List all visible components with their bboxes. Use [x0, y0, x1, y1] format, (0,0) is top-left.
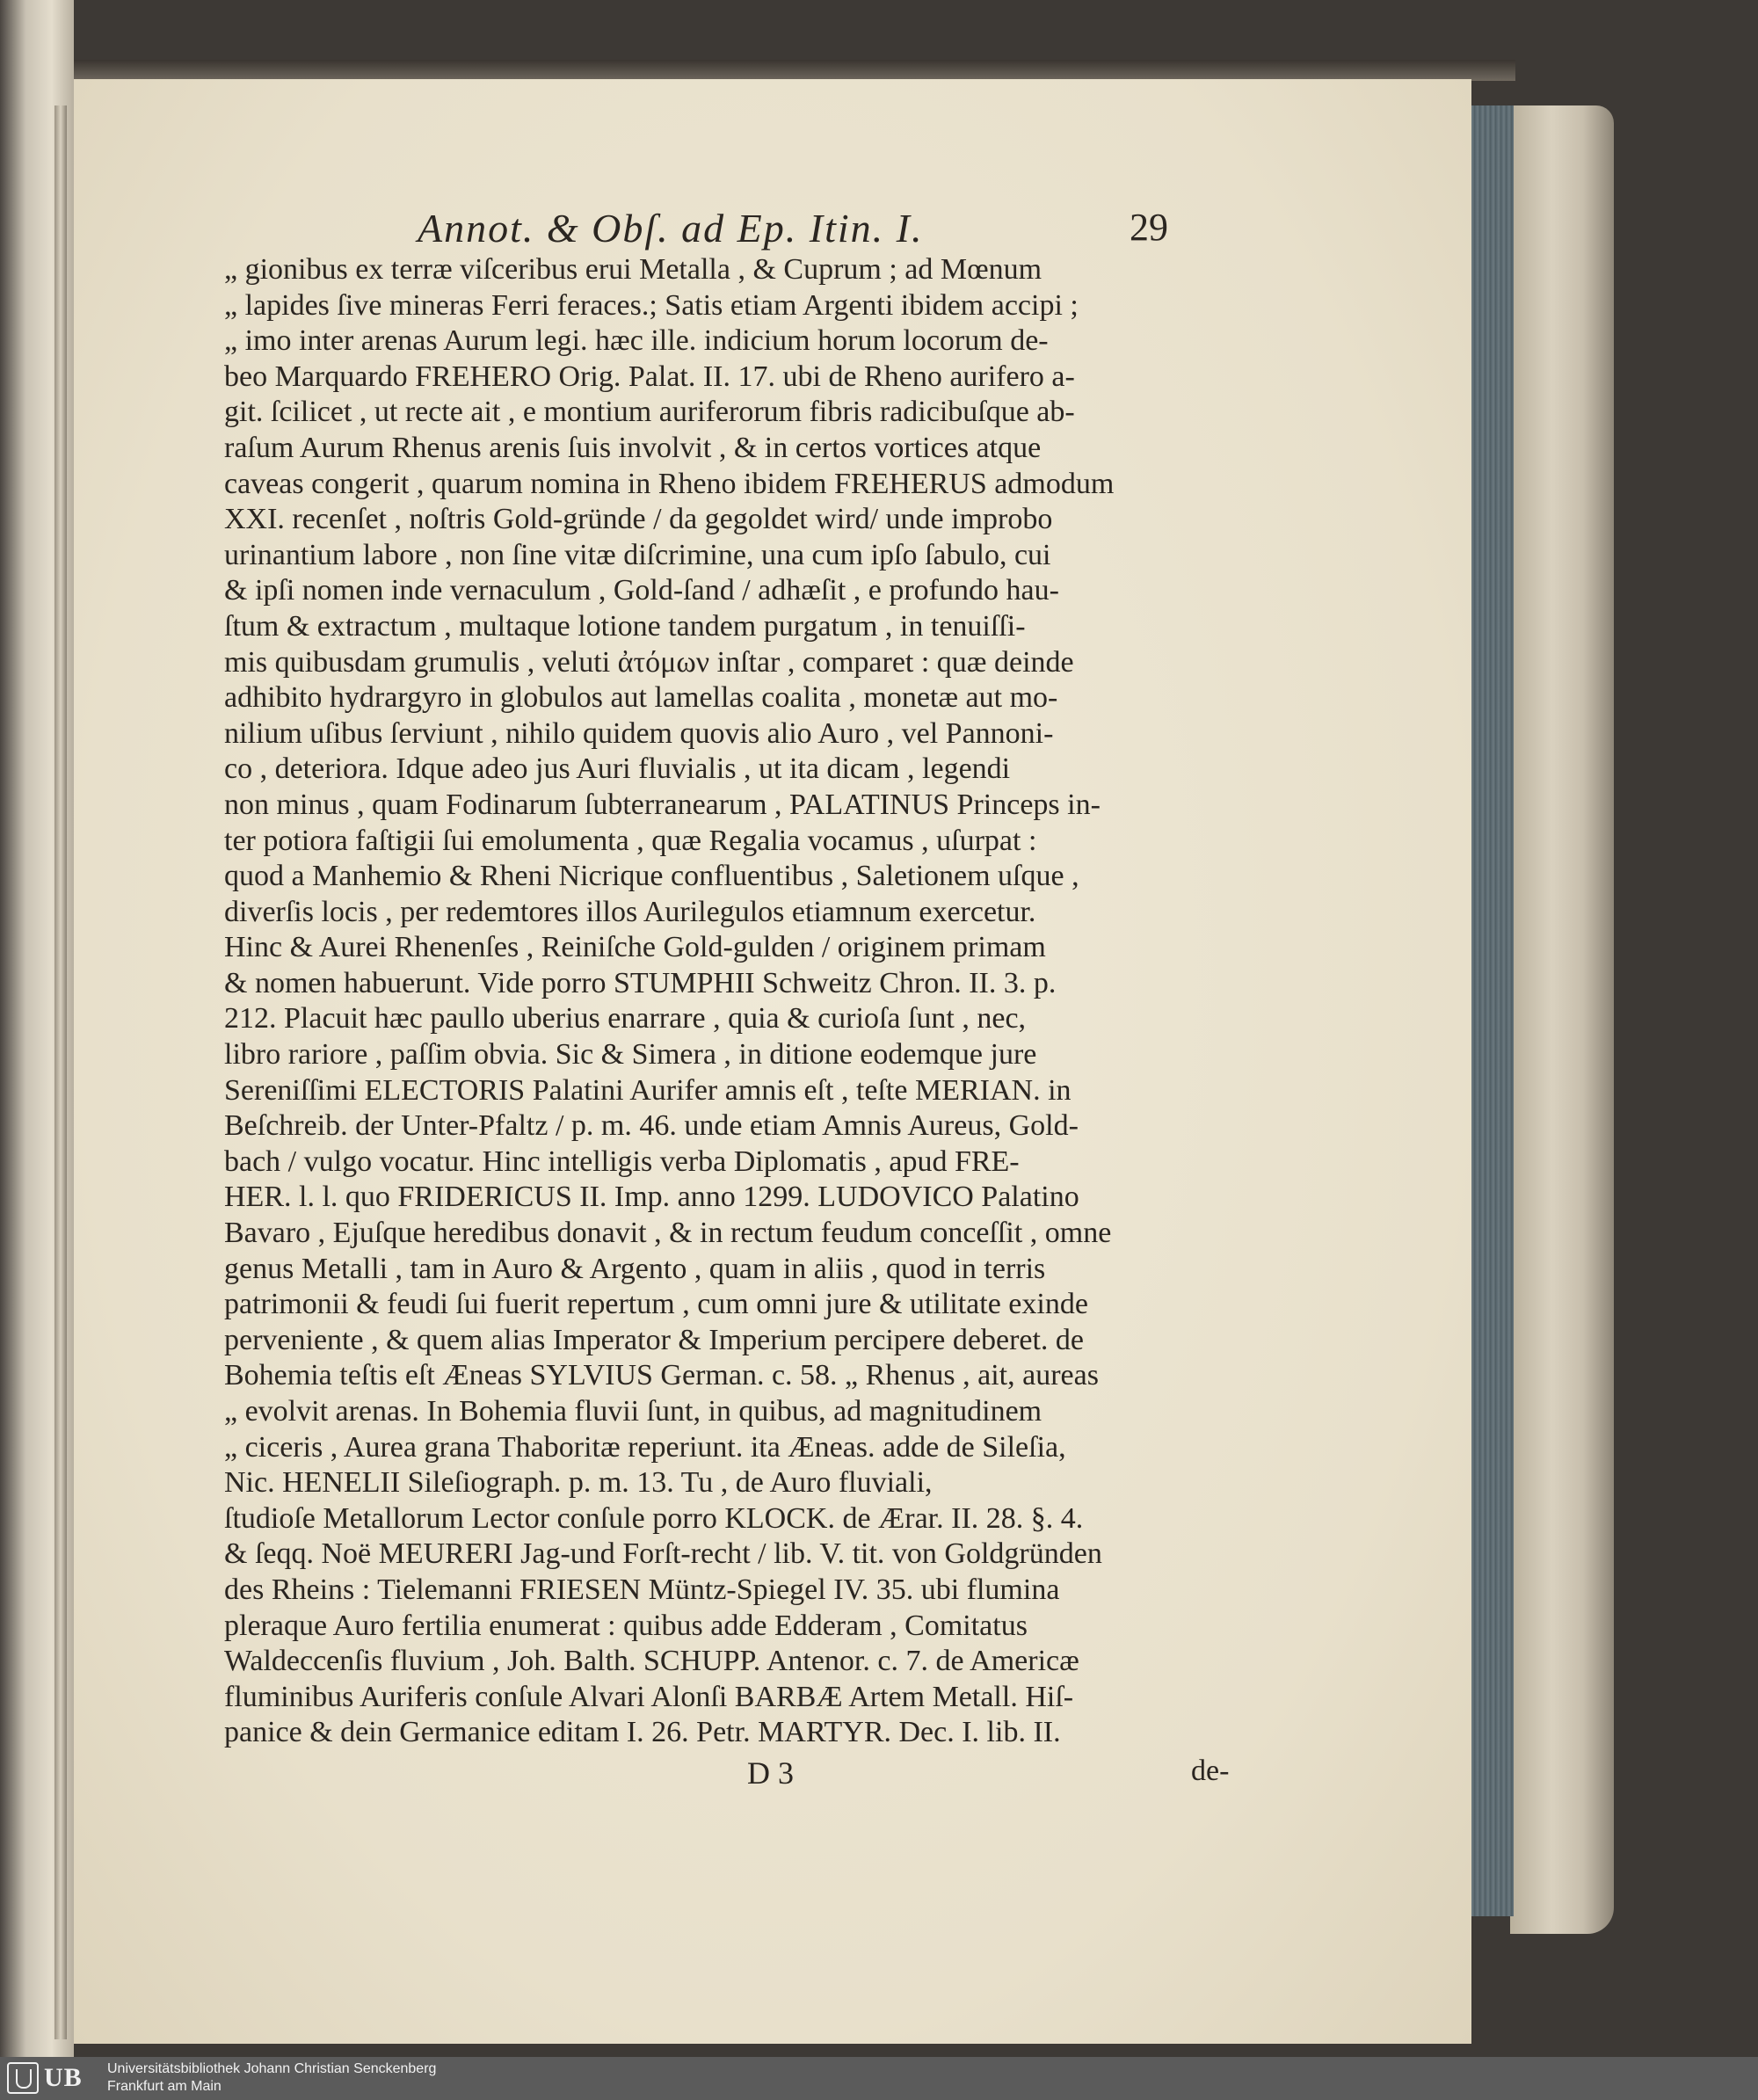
- text-line: & ipſi nomen inde vernaculum , Gold-ſand / adhæſit , e profundo hau-: [224, 574, 1059, 607]
- text-line: Nic. HENELII Sileſiograph. p. m. 13. Tu , de Auro fluviali,: [224, 1466, 933, 1500]
- page-number: 29: [1130, 206, 1168, 249]
- page-top-edge: [74, 60, 1515, 81]
- text-line: fluminibus Auriferis conſule Alvari Alonſi BARBÆ Artem Metall. Hiſ-: [224, 1680, 1074, 1713]
- text-line: & nomen habuerunt. Vide porro STUMPHII Schweitz Chron. II. 3. p.: [224, 966, 1057, 999]
- text-line: des Rheins : Tielemanni FRIESEN Müntz-Spiegel IV. 35. ubi flumina: [224, 1573, 1060, 1606]
- text-line: ſtum & extractum , multaque lotione tandem purgatum , in tenuiſſi-: [224, 609, 1026, 643]
- text-line: quod a Manhemio & Rheni Nicrique confluentibus , Saletionem uſque ,: [224, 860, 1079, 893]
- text-line: Bohemia teſtis eſt Æneas SYLVIUS German. c. 58. „ Rhenus , ait, aureas: [224, 1359, 1099, 1392]
- text-line: urinantium labore , non ſine vitæ diſcrimine, una cum ipſo ſabulo, cui: [224, 538, 1051, 571]
- text-line: XXI. recenſet , noſtris Gold-gründe / da gegoldet wird/ unde improbo: [224, 503, 1053, 536]
- text-line: raſum Aurum Rhenus arenis ſuis involvit , & in certos vortices atque: [224, 431, 1042, 464]
- page-fore-edge: [1470, 105, 1514, 1916]
- text-line: Hinc & Aurei Rhenenſes , Reiniſche Gold-gulden / originem primam: [224, 931, 1046, 964]
- running-title: Annot. & Obſ. ad Ep. Itin. I.: [418, 206, 924, 251]
- footer-institution: [107, 2060, 436, 2096]
- text-line: Bavaro , Ejuſque heredibus donavit , & in rectum feudum conceſſit , omne: [224, 1217, 1112, 1250]
- text-line: „ gionibus ex terræ viſceribus erui Metalla , & Cuprum ; ad Mœnum: [224, 253, 1042, 286]
- signature-mark: D 3: [747, 1755, 794, 1791]
- library-logo-icon: [7, 2062, 39, 2094]
- text-line: diverſis locis , per redemtores illos Aurilegulos etiamnum exercetur.: [224, 895, 1036, 928]
- text-line: caveas congerit , quarum nomina in Rheno ibidem FREHERUS admodum: [224, 467, 1115, 500]
- binding-gutter: [54, 105, 67, 2039]
- text-line: genus Metalli , tam in Auro & Argento , quam in aliis , quod in terris: [224, 1252, 1046, 1285]
- text-line: adhibito hydrargyro in globulos aut lamellas coalita , monetæ aut mo-: [224, 681, 1058, 715]
- text-line: 212. Placuit hæc paullo uberius enarrare , quia & curioſa ſunt , nec,: [224, 1002, 1027, 1035]
- library-logo-text: UB: [44, 2063, 83, 2092]
- text-line: beo Marquardo FREHERO Orig. Palat. II. 17. ubi de Rheno aurifero a-: [224, 360, 1075, 393]
- body-text: [224, 252, 1222, 1751]
- text-line: nilium uſibus ſerviunt , nihilo quidem quovis alio Auro , vel Pannoni-: [224, 716, 1054, 750]
- text-line: pleraque Auro fertilia enumerat : quibus adde Edderam , Comitatus: [224, 1609, 1028, 1642]
- text-line: & ſeqq. Noë MEURERI Jag-und Forſt-recht / lib. V. tit. von Goldgründen: [224, 1537, 1102, 1571]
- text-line: bach / vulgo vocatur. Hinc intelligis verba Diplomatis , apud FRE-: [224, 1144, 1020, 1178]
- text-line: „ evolvit arenas. In Bohemia fluvii ſunt, in quibus, ad magnitudinem: [224, 1395, 1042, 1428]
- text-line: perveniente , & quem alias Imperator & Imperium percipere deberet. de: [224, 1323, 1085, 1356]
- text-line: HER. l. l. quo FRIDERICUS II. Imp. anno 1299. LUDOVICO Palatino: [224, 1181, 1079, 1214]
- text-line: „ ciceris , Aurea grana Thaboritæ reperiunt. ita Æneas. adde de Sileſia,: [224, 1430, 1066, 1464]
- footer-bar: [0, 2057, 1758, 2100]
- vellum-cover-edge: [1510, 105, 1614, 1934]
- text-line: Beſchreib. der Unter-Pfaltz / p. m. 46. unde etiam Amnis Aureus, Gold-: [224, 1109, 1079, 1143]
- text-line: ter potiora faſtigii ſui emolumenta , quæ Regalia vocamus , uſurpat :: [224, 824, 1037, 857]
- text-line: „ lapides ſive mineras Ferri feraces.; Satis etiam Argenti ibidem accipi ;: [224, 288, 1079, 322]
- text-line: ſtudioſe Metallorum Lector conſule porro KLOCK. de Ærar. II. 28. §. 4.: [224, 1501, 1084, 1535]
- text-line: Waldeccenſis fluvium , Joh. Balth. SCHUPP. Antenor. c. 7. de Americæ: [224, 1645, 1079, 1678]
- library-logo: [7, 2062, 95, 2094]
- text-line: mis quibusdam grumulis , veluti ἀτόμων inſtar , comparet : quæ deinde: [224, 645, 1074, 679]
- text-line: patrimonii & feudi ſui fuerit repertum , cum omni jure & utilitate exinde: [224, 1288, 1088, 1321]
- text-line: libro rariore , paſſim obvia. Sic & Simera , in ditione eodemque jure: [224, 1038, 1037, 1072]
- text-line: „ imo inter arenas Aurum legi. hæc ille. indicium horum locorum de-: [224, 324, 1049, 358]
- text-line: git. ſcilicet , ut recte ait , e montium auriferorum fibris radicibuſque ab-: [224, 396, 1075, 429]
- footer-line-2: Frankfurt am Main: [107, 2079, 222, 2094]
- footer-line-1: Universitätsbibliothek Johann Christian Senckenberg: [107, 2061, 437, 2076]
- text-line: Sereniſſimi ELECTORIS Palatini Aurifer amnis eſt , teſte MERIAN. in: [224, 1073, 1072, 1107]
- text-line: co , deteriora. Idque adeo jus Auri fluvialis , ut ita dicam , legendi: [224, 752, 1011, 786]
- catchword: de-: [1191, 1755, 1230, 1787]
- text-line: non minus , quam Fodinarum ſubterranearum , PALATINUS Princeps in-: [224, 788, 1101, 821]
- text-line: panice & dein Germanice editam I. 26. Petr. MARTYR. Dec. I. lib. II.: [224, 1716, 1061, 1749]
